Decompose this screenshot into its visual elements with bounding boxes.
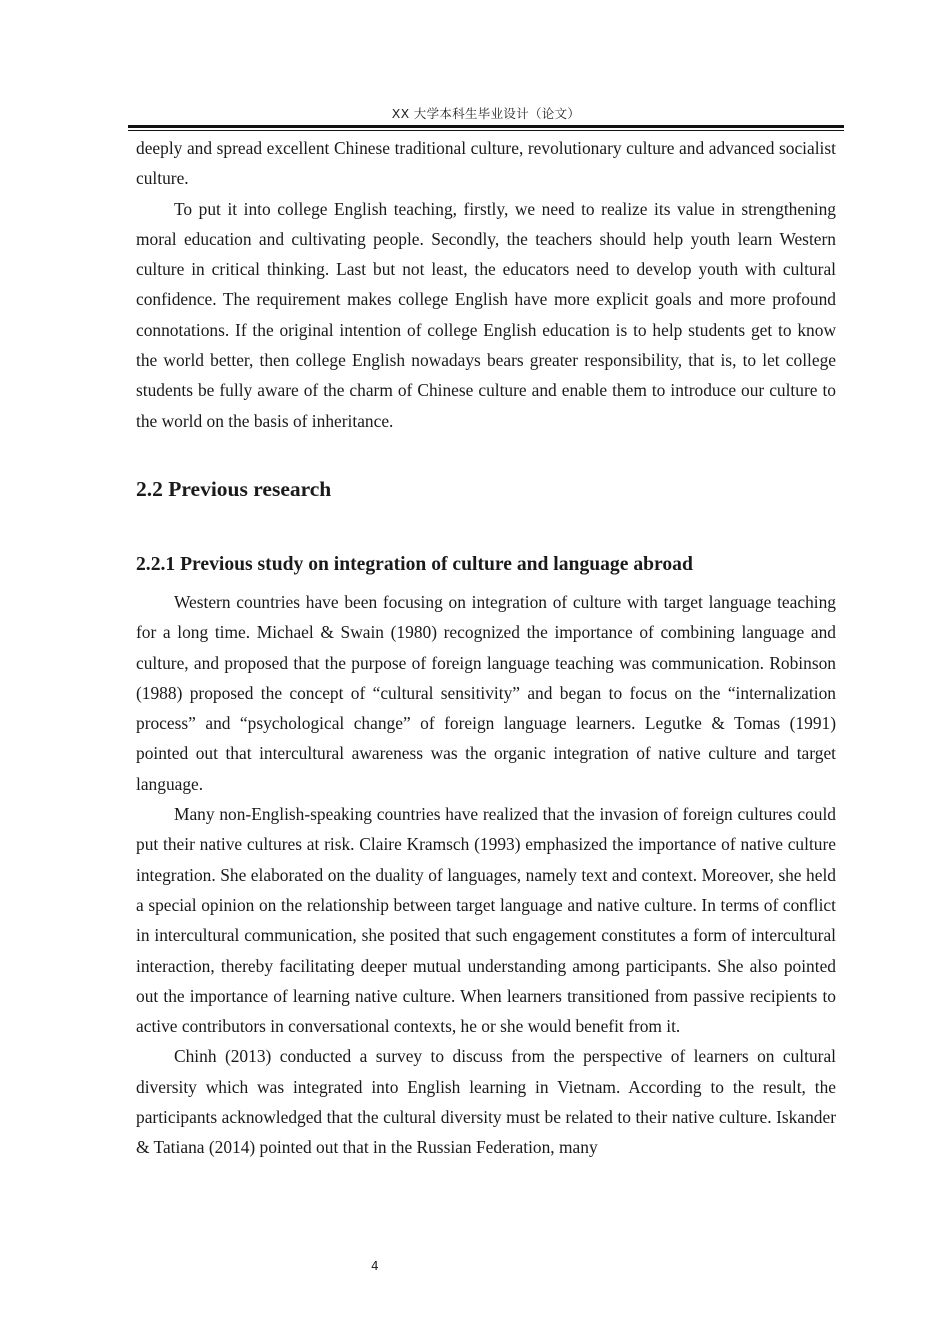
body-content — [136, 133, 836, 1163]
spacer — [136, 580, 836, 587]
spacer — [136, 504, 836, 550]
header-rule-thick — [128, 125, 844, 128]
header-rule-thin — [128, 130, 844, 131]
subsection-heading: 2.2.1 Previous study on integration of culture and language abroad — [136, 553, 693, 575]
spacer — [136, 436, 836, 474]
paragraph-chinh-study: Chinh (2013) conducted a survey to discuss from the perspective of learners on cultural diversity which was integrated into English learning in Vietnam. According to the result, the participants acknowledged that the cultural diversity must be related to their native culture. Iskander & Tatiana (2014) pointed out that in the Russian Federation, many — [136, 1046, 836, 1158]
paragraph-non-english-countries: Many non-English-speaking countries have realized that the invasion of foreign cultures could put their native cultures at risk. Claire Kramsch (1993) emphasized the importance of native culture integration. She elaborated on the duality of languages, namely text and context. Moreover, she held a special opinion on the relationship between target language and native culture. In terms of conflict in intercultural communication, she posited that such engagement constitutes a form of intercultural interaction, thereby facilitating deeper mutual understanding among participants. She also pointed out the importance of learning native culture. When learners transitioned from passive recipients to active contributors in conversational contexts, he or she would benefit from it. — [136, 804, 836, 1037]
paragraph-continuation: deeply and spread excellent Chinese traditional culture, revolutionary culture and advanced socialist culture. — [136, 138, 836, 189]
running-header: XX 大学本科生毕业设计（论文） — [391, 106, 581, 121]
paragraph-college-english: To put it into college English teaching, firstly, we need to realize its value in strengthening moral education and cultivating people. Secondly, the teachers should help youth learn Western culture in critical thinking. Last but not least, the educators need to develop youth with cultural confidence. The requirement makes college English have more explicit goals and more profound connotations. If the original intention of college English education is to help students get to know the world better, then college English nowadays bears greater responsibility, that is, to let college students be fully aware of the charm of Chinese culture and enable them to introduce our culture to the world on the basis of inheritance. — [136, 198, 836, 431]
section-heading: 2.2 Previous research — [136, 476, 332, 501]
page-number: 4 — [371, 1259, 379, 1273]
paragraph-western-countries: Western countries have been focusing on integration of culture with target language teaching for a long time. Michael & Swain (1980) recognized the importance of combining language and culture, and proposed that the purpose of foreign language teaching was communication. Robinson (1988) proposed the concept of “cultural sensitivity” and began to focus on the “internalization process” and “psychological change” of foreign language learners. Legutke & Tomas (1991) pointed out that intercultural awareness was the organic integration of native culture and target language. — [136, 591, 836, 794]
